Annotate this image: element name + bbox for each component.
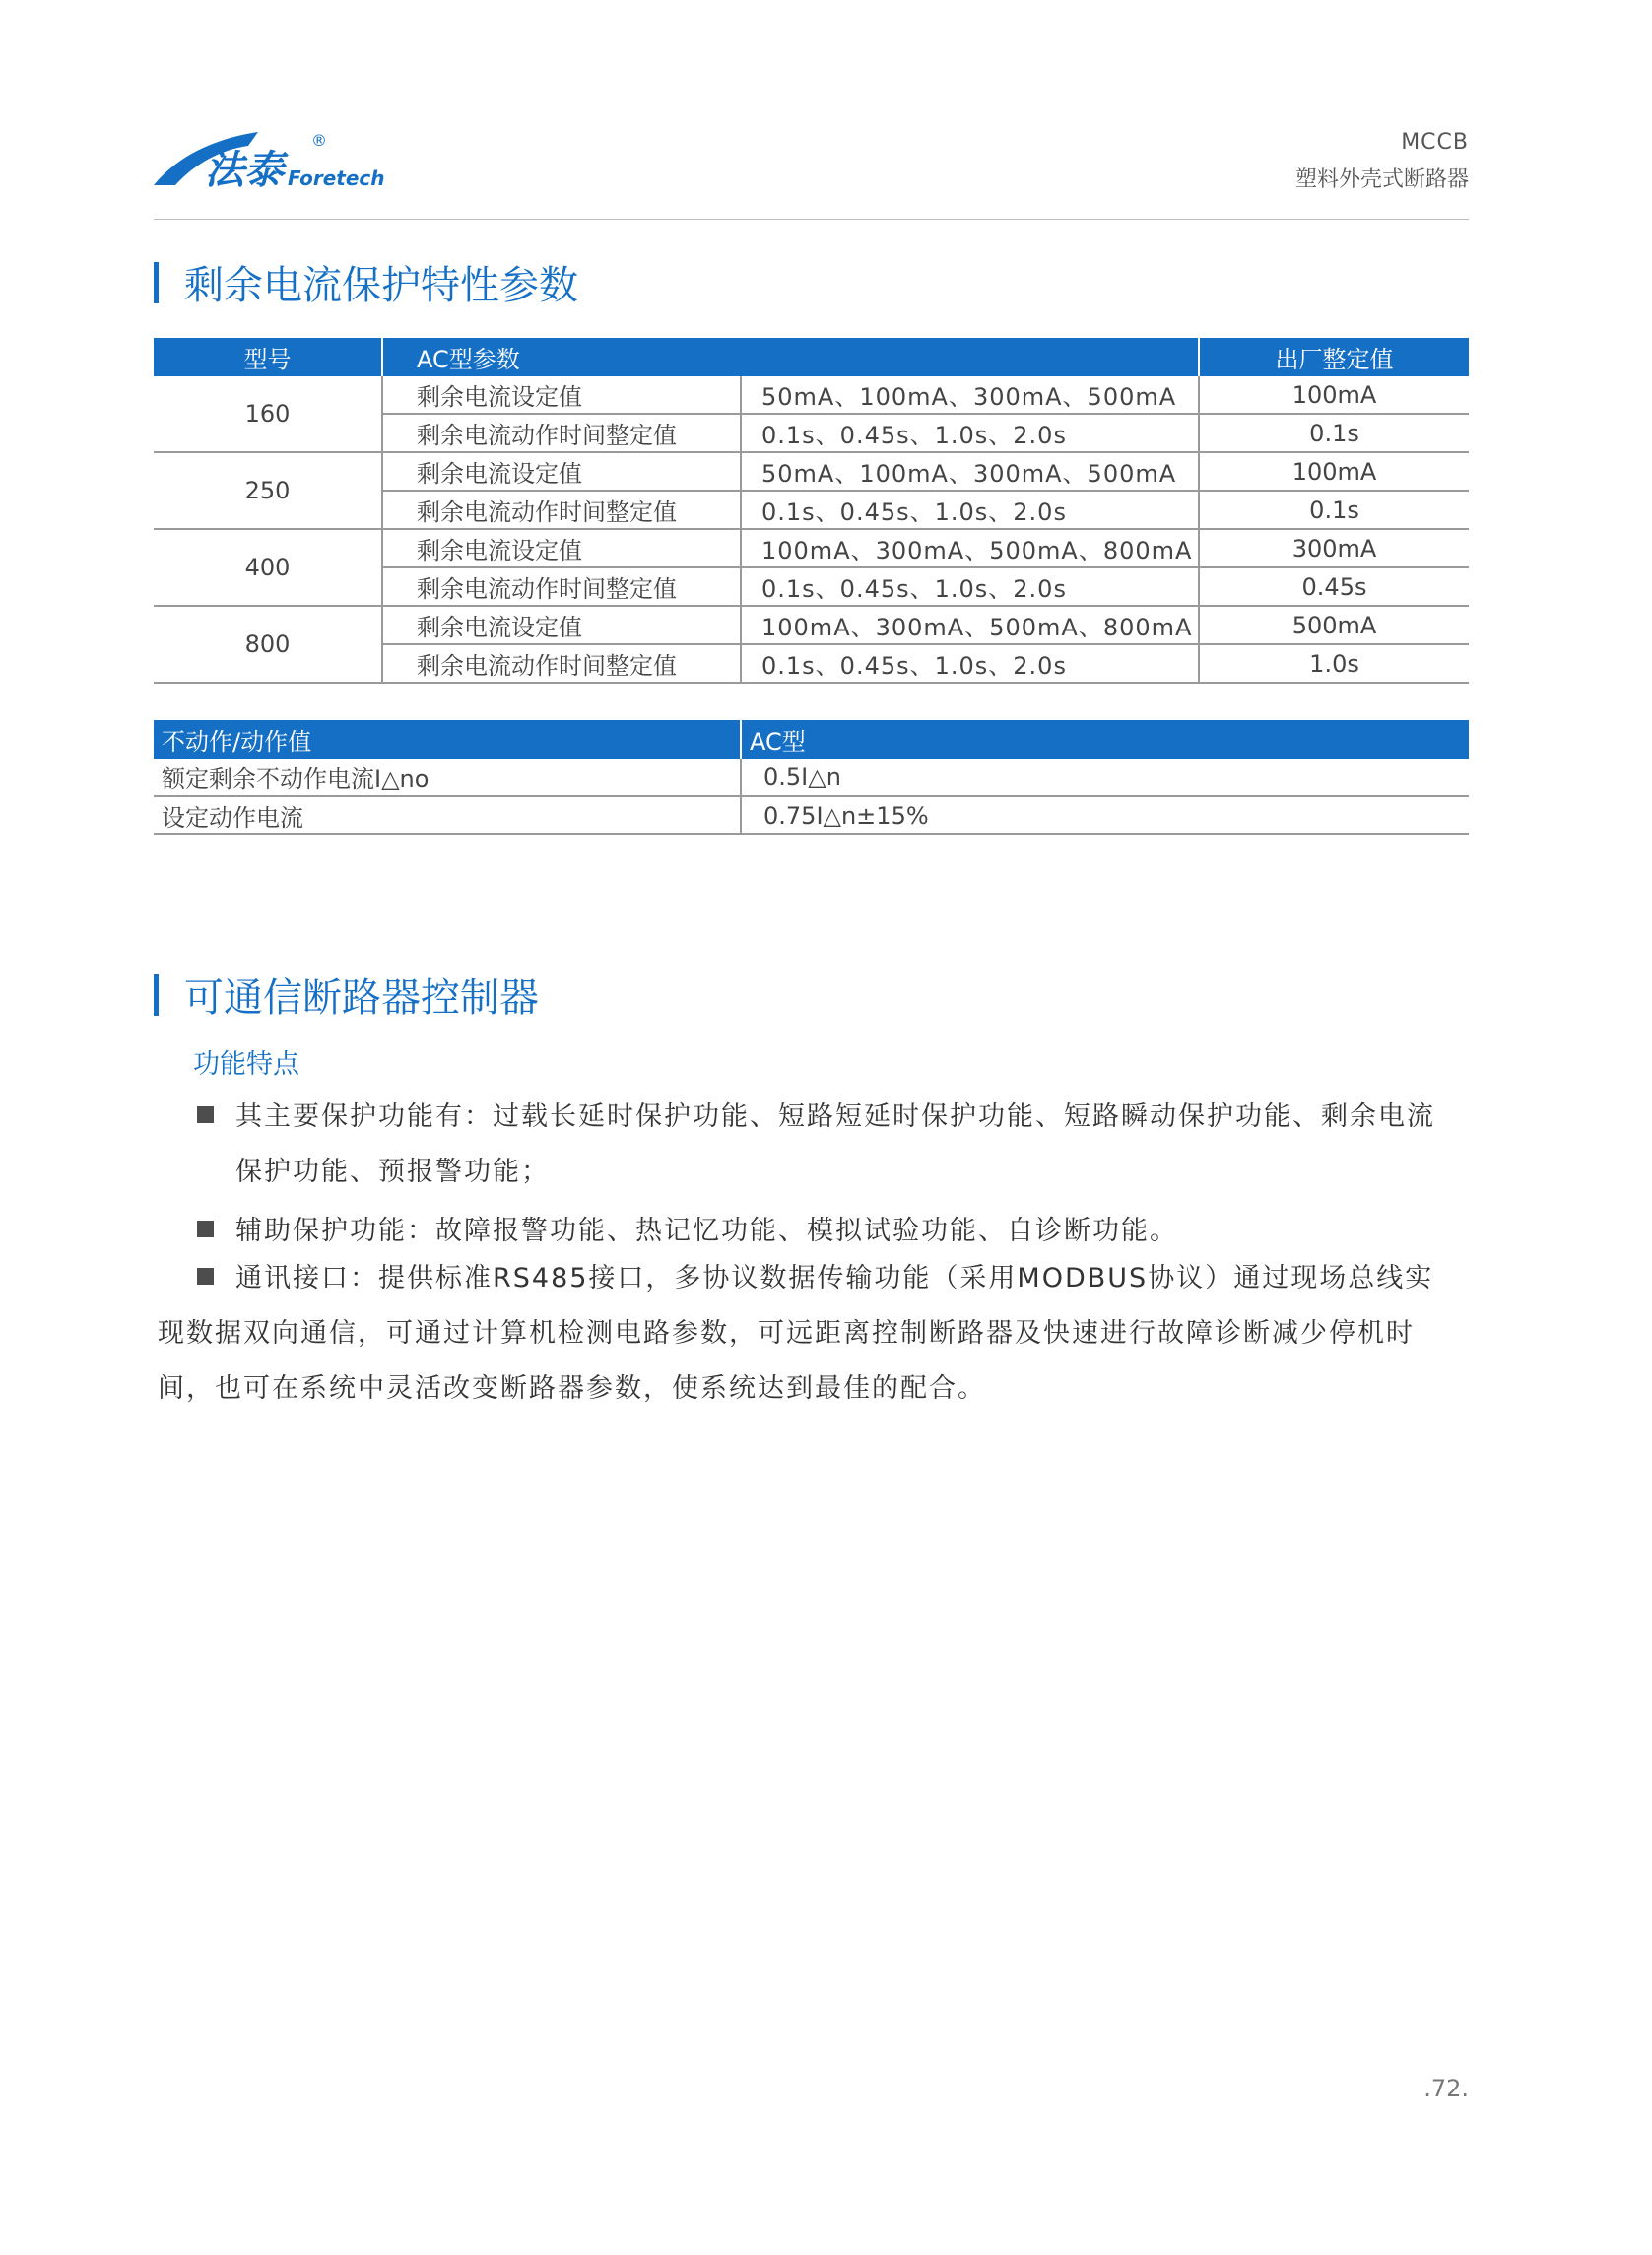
col-model-header: 型号	[154, 338, 382, 376]
section1-heading	[154, 254, 578, 310]
table-row	[154, 376, 1469, 414]
section2-title: 可通信断路器控制器	[184, 975, 539, 1021]
brand-en-text: Foretech	[288, 166, 385, 190]
default-cell: 0.1s	[1199, 491, 1469, 529]
section1-accent-bar	[154, 262, 159, 303]
bullet1-continuation: 保护功能、预报警功能；	[235, 1157, 550, 1187]
values-cell: 0.1s、0.45s、1.0s、2.0s	[741, 644, 1199, 683]
header-product-info	[1295, 130, 1469, 193]
square-bullet-icon	[197, 1221, 214, 1237]
section2-accent-bar	[154, 974, 159, 1016]
param-cell: 剩余电流动作时间整定值	[382, 414, 741, 452]
header-divider	[154, 219, 1469, 220]
default-cell: 0.45s	[1199, 567, 1469, 606]
model-cell: 800	[154, 606, 382, 683]
bullet3-line2: 现数据双向通信，可通过计算机检测电路参数，可远距离控制断路器及快速进行故障诊断减少停机时	[158, 1318, 1415, 1349]
table-row	[154, 796, 1469, 834]
default-cell: 300mA	[1199, 529, 1469, 567]
default-cell: 100mA	[1199, 376, 1469, 414]
values-cell: 100mA、300mA、500mA、800mA	[741, 529, 1199, 567]
product-code: MCCB	[1401, 130, 1469, 155]
model-cell: 160	[154, 376, 382, 452]
model-cell: 250	[154, 452, 382, 529]
model-cell: 400	[154, 529, 382, 606]
section2-heading	[154, 966, 539, 1023]
bullet1-line1: 其主要保护功能有：过载长延时保护功能、短路短延时保护功能、短路瞬动保护功能、剩余电流	[235, 1101, 1435, 1132]
bullet3-line3: 间，也可在系统中灵活改变断路器参数，使系统达到最佳的配合。	[158, 1373, 986, 1404]
default-cell: 1.0s	[1199, 644, 1469, 683]
label-cell: 额定剩余不动作电流I△no	[154, 759, 741, 796]
default-cell: 0.1s	[1199, 414, 1469, 452]
default-cell: 100mA	[1199, 452, 1469, 491]
values-cell: 0.1s、0.45s、1.0s、2.0s	[741, 414, 1199, 452]
values-cell: 50mA、100mA、300mA、500mA	[741, 376, 1199, 414]
bullet-comm-interface	[197, 1251, 1433, 1306]
param-cell: 剩余电流动作时间整定值	[382, 644, 741, 683]
action-value-table	[154, 720, 1469, 835]
page-number: .72.	[1423, 2075, 1469, 2102]
col-ac-params-header: AC型参数	[382, 338, 1199, 376]
col-ac-type-header: AC型	[741, 720, 1469, 759]
bullet3-line1: 通讯接口：提供标准RS485接口，多协议数据传输功能（采用MODBUS协议）通过现场总线实	[235, 1263, 1434, 1293]
value-cell: 0.75I△n±15%	[741, 796, 1469, 834]
values-cell: 0.1s、0.45s、1.0s、2.0s	[741, 567, 1199, 606]
table-row	[154, 452, 1469, 491]
bullet2-text: 辅助保护功能：故障报警功能、热记忆功能、模拟试验功能、自诊断功能。	[235, 1216, 1178, 1246]
foretech-logo	[150, 124, 435, 193]
residual-current-table	[154, 338, 1469, 684]
param-cell: 剩余电流动作时间整定值	[382, 491, 741, 529]
label-cell: 设定动作电流	[154, 796, 741, 834]
col-factory-default-header: 出厂整定值	[1199, 338, 1469, 376]
values-cell: 0.1s、0.45s、1.0s、2.0s	[741, 491, 1199, 529]
features-subtitle: 功能特点	[193, 1049, 299, 1080]
table2-header-row	[154, 720, 1469, 759]
product-name: 塑料外壳式断路器	[1294, 167, 1469, 192]
table-row	[154, 529, 1469, 567]
col-action-value-header: 不动作/动作值	[154, 720, 741, 759]
values-cell: 100mA、300mA、500mA、800mA	[741, 606, 1199, 644]
brand-cn-text: 法泰	[205, 148, 284, 193]
table-row	[154, 606, 1469, 644]
value-cell: 0.5I△n	[741, 759, 1469, 796]
bullet-main-protection	[197, 1090, 1435, 1145]
default-cell: 500mA	[1199, 606, 1469, 644]
param-cell: 剩余电流设定值	[382, 606, 741, 644]
values-cell: 50mA、100mA、300mA、500mA	[741, 452, 1199, 491]
table-row	[154, 759, 1469, 796]
param-cell: 剩余电流设定值	[382, 452, 741, 491]
square-bullet-icon	[197, 1106, 214, 1123]
param-cell: 剩余电流设定值	[382, 376, 741, 414]
param-cell: 剩余电流动作时间整定值	[382, 567, 741, 606]
param-cell: 剩余电流设定值	[382, 529, 741, 567]
square-bullet-icon	[197, 1268, 214, 1285]
section1-title: 剩余电流保护特性参数	[184, 263, 578, 308]
registered-mark: ®	[311, 131, 327, 150]
table1-header-row	[154, 338, 1469, 376]
